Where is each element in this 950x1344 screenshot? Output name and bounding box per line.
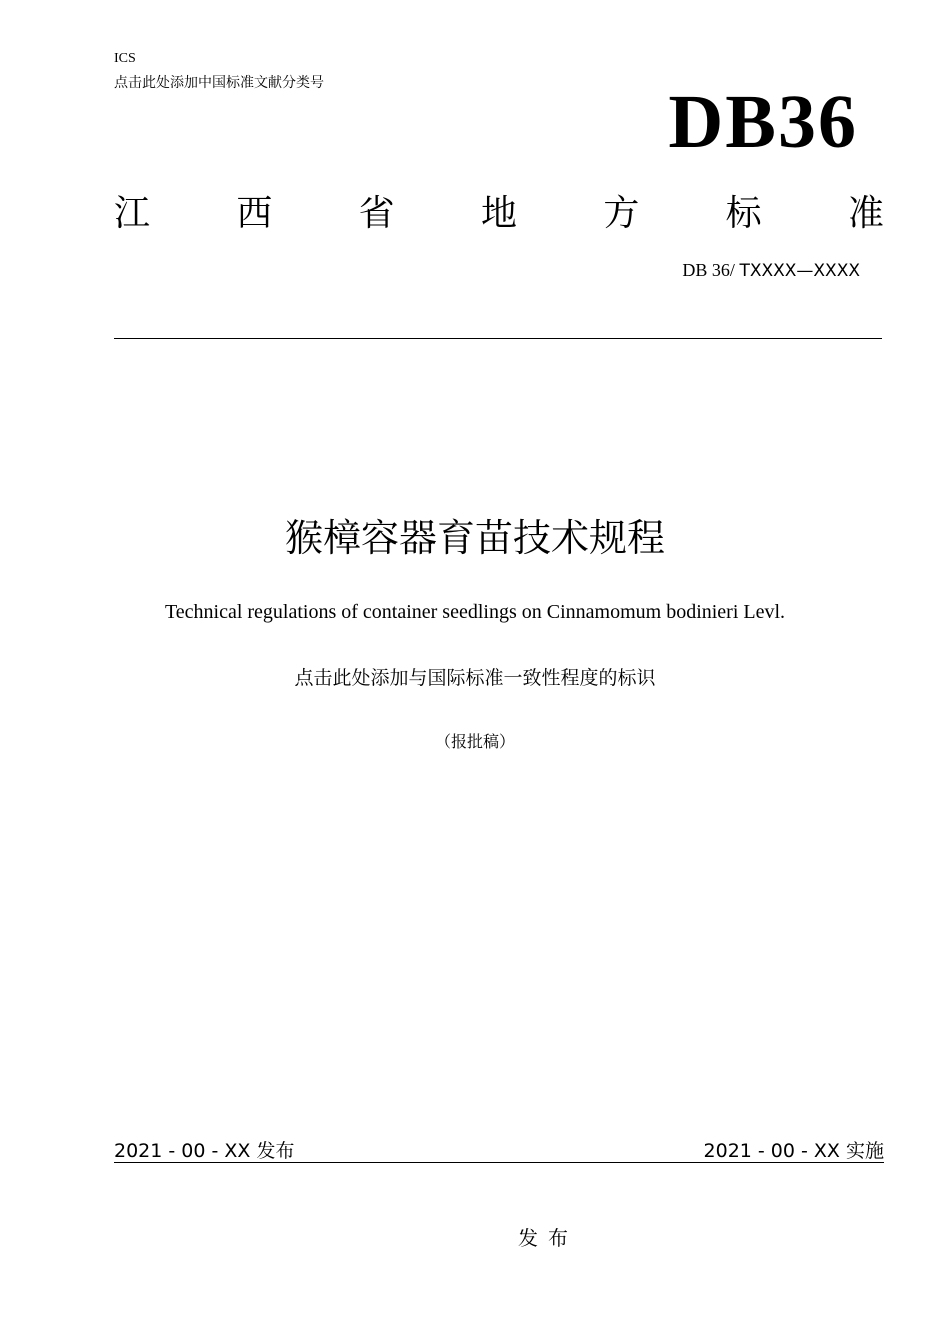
draft-status: （报批稿） xyxy=(434,732,515,751)
document-title: 猴樟容器育苗技术规程 xyxy=(284,516,665,560)
standard-type-char: 标 xyxy=(725,192,762,234)
standard-type-char: 方 xyxy=(603,192,640,234)
header-divider xyxy=(114,338,882,339)
consistency-placeholder[interactable]: 点击此处添加与国际标准一致性程度的标识 xyxy=(294,667,656,689)
document-title-english: Technical regulations of container seedlings on Cinnamomum bodinieri Levl. xyxy=(164,601,786,623)
standard-number-prefix: DB 36/ xyxy=(682,260,735,280)
ics-label: ICS xyxy=(114,51,136,66)
standard-type-char: 江 xyxy=(114,192,151,234)
standard-type-char: 地 xyxy=(480,192,517,234)
db-code-logo: DB36 xyxy=(668,80,858,164)
standard-type-char: 省 xyxy=(358,192,395,234)
standard-number-code: TXXXX—XXXX xyxy=(739,261,860,281)
standard-type-char: 准 xyxy=(847,192,884,234)
standard-type-char: 西 xyxy=(236,192,273,234)
standard-number xyxy=(682,258,860,283)
classification-placeholder[interactable]: 点击此处添加中国标准文献分类号 xyxy=(114,75,324,91)
publish-date: 2021 - 00 - XX 发布 xyxy=(114,1140,295,1162)
issuer-label: 发布 xyxy=(518,1226,578,1250)
standard-type xyxy=(114,185,884,235)
footer-divider xyxy=(114,1162,884,1163)
implement-date: 2021 - 00 - XX 实施 xyxy=(703,1140,884,1162)
